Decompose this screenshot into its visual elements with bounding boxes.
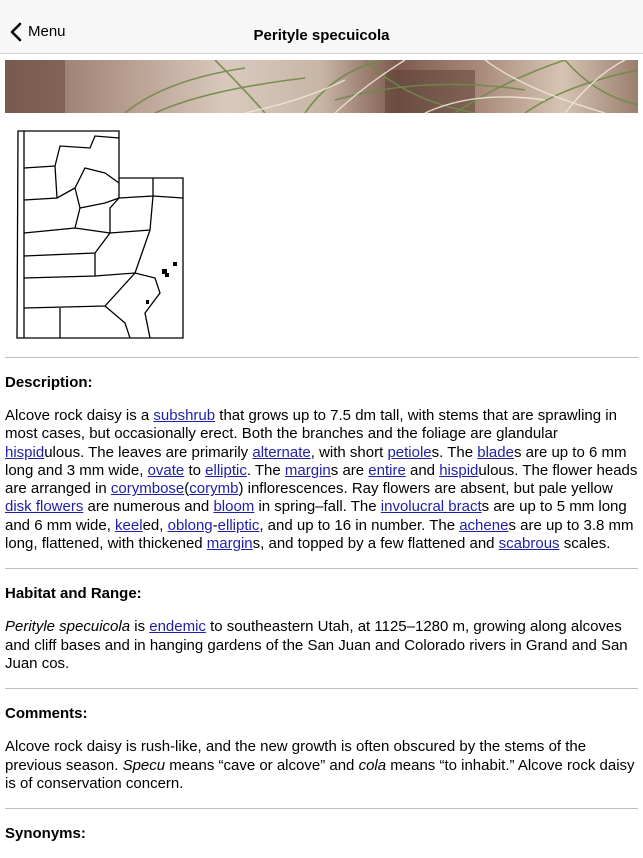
glossary-link[interactable]: alternate	[252, 443, 311, 461]
text-run: Alcove rock daisy is a	[5, 407, 154, 424]
glossary-link[interactable]: elliptic	[217, 516, 260, 534]
glossary-link[interactable]: involucral bract	[380, 498, 482, 516]
description-text	[5, 407, 638, 553]
divider	[5, 808, 638, 809]
text-run: s, and topped by a few flattened and	[252, 535, 499, 553]
divider	[5, 357, 638, 358]
synonyms-section	[5, 825, 638, 843]
text-run: and	[405, 461, 440, 479]
content-area	[5, 357, 638, 858]
glossary-link[interactable]: keel	[115, 516, 143, 534]
text-run: scales.	[559, 535, 611, 553]
glossary-link[interactable]: entire	[368, 461, 406, 479]
divider	[5, 568, 638, 569]
habitat-text	[5, 618, 638, 673]
italic-text: Specu	[122, 756, 166, 774]
glossary-link[interactable]: scabrous	[498, 535, 560, 553]
glossary-link[interactable]: hispid	[439, 461, 479, 479]
text-run: Alcove rock daisy is rush-like, and the new growth is often obscured by the stems of the previous season.	[5, 738, 587, 774]
glossary-link[interactable]: petiole	[387, 443, 432, 461]
glossary-link[interactable]: subshrub	[153, 407, 216, 424]
text-run: ulous. The leaves are primarily	[44, 443, 253, 461]
glossary-link[interactable]: blade	[477, 443, 514, 461]
italic-text: Perityle specuicola	[5, 618, 131, 636]
glossary-link[interactable]: ovate	[147, 461, 185, 479]
text-run: means “to inhabit.” Alcove rock daisy is of conservation concern.	[5, 756, 635, 792]
comments-section	[5, 705, 638, 793]
text-run: ed,	[142, 516, 168, 534]
text-run: s are up to 3.8 mm long, flattened, with thickened	[5, 516, 634, 553]
glossary-link[interactable]: elliptic	[205, 461, 247, 479]
text-run: ) inflorescences. Ray flowers are absent, but pale yellow	[238, 480, 613, 498]
description-section	[5, 374, 638, 553]
navigation-bar	[0, 0, 643, 54]
glossary-link[interactable]: oblong	[167, 516, 213, 534]
italic-text: cola	[358, 756, 387, 774]
text-run: are numerous and	[83, 498, 214, 516]
text-run: to southeastern Utah, at 1125–1280 m, growing along alcoves and cliff bases and in hanging gardens of the San Juan and Colorado rivers in Grand and San Juan cos.	[5, 618, 628, 672]
habitat-heading: Habitat and Range:	[5, 585, 142, 603]
text-run: -	[212, 516, 218, 534]
text-run: , with short	[310, 443, 388, 461]
text-run: that grows up to 7.5 dm tall, with stems that are sprawling in most cases, but occasionally erect. Both the branches and the foliage are glandular	[5, 407, 617, 443]
glossary-link[interactable]: margin	[284, 461, 331, 479]
comments-text	[5, 738, 638, 793]
distribution-map[interactable]	[15, 128, 187, 342]
glossary-link[interactable]: corymbose	[110, 480, 185, 498]
comments-heading: Comments:	[5, 705, 88, 723]
glossary-link[interactable]: margin	[206, 535, 253, 553]
text-run: in spring–fall. The	[254, 498, 381, 516]
description-heading: Description:	[5, 374, 93, 391]
divider	[5, 688, 638, 689]
text-run: s are up to 6 mm long and 3 mm wide,	[5, 443, 627, 479]
text-run: is	[130, 618, 150, 636]
habitat-section	[5, 585, 638, 673]
glossary-link[interactable]: corymb	[189, 480, 239, 498]
glossary-link[interactable]: hispid	[5, 443, 45, 461]
text-run: s are	[330, 461, 369, 479]
text-run: ulous. The flower heads are arranged in	[5, 461, 638, 498]
text-run: (	[184, 480, 190, 498]
page-title: Perityle specuicola	[253, 27, 390, 44]
text-run: to	[184, 461, 206, 479]
plant-photo[interactable]	[5, 60, 638, 113]
text-run: . The	[246, 461, 285, 479]
glossary-link[interactable]: bloom	[213, 498, 255, 516]
glossary-link[interactable]: achene	[459, 516, 509, 534]
text-run: s. The	[431, 443, 478, 461]
glossary-link[interactable]: disk flowers	[5, 498, 84, 516]
back-label: Menu	[28, 23, 66, 40]
glossary-link[interactable]: endemic	[149, 618, 206, 636]
text-run: means “cave or alcove” and	[165, 756, 359, 774]
text-run: , and up to 16 in number. The	[259, 516, 460, 534]
synonyms-heading: Synonyms:	[5, 825, 86, 843]
text-run: s are up to 5 mm long and 6 mm wide,	[5, 498, 627, 534]
